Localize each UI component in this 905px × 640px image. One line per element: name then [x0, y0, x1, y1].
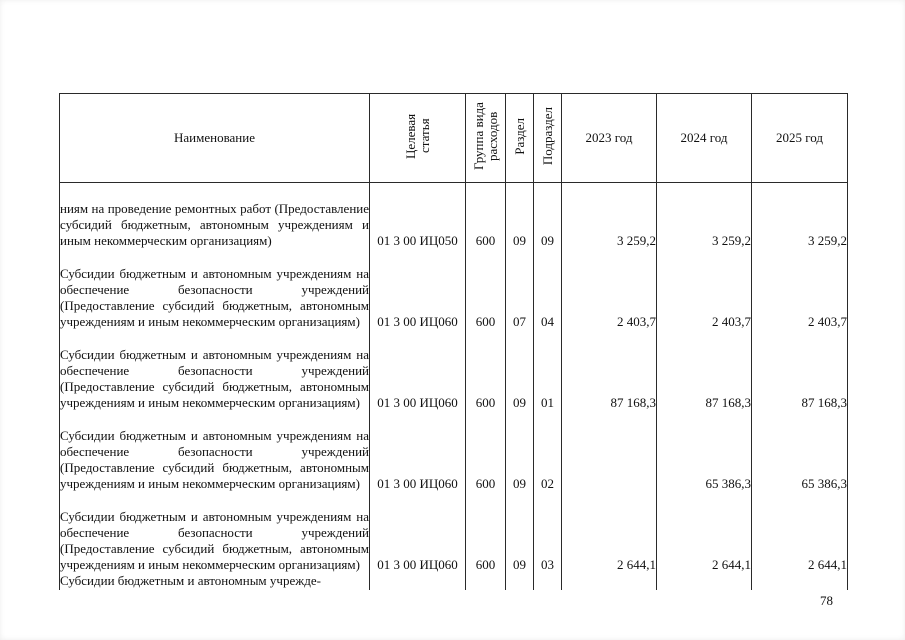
row-2025: 2 644,1 [752, 492, 848, 573]
header-subsection [534, 94, 562, 183]
row-group: 600 [466, 411, 506, 492]
row-2023: 3 259,2 [562, 183, 657, 249]
row-2023: 2 644,1 [562, 492, 657, 573]
row-2024: 87 168,3 [657, 330, 752, 411]
row-subsection: 04 [534, 249, 562, 330]
row-2024: 3 259,2 [657, 183, 752, 249]
row-target: 01 3 00 ИЦ060 [370, 492, 466, 573]
header-row [60, 94, 848, 183]
header-2024: 2024 год [657, 94, 752, 183]
row-name: ниям на проведение ремонтных работ (Предоставление субсидий бюджетным, автономным учреждениям и иным некоммерческим организациям) [60, 183, 370, 249]
row-subsection: 09 [534, 183, 562, 249]
header-name: Наименование [60, 94, 370, 183]
row-section: 09 [506, 330, 534, 411]
table-row-continuation [60, 573, 848, 590]
header-2023: 2023 год [562, 94, 657, 183]
table-row [60, 249, 848, 330]
row-target: 01 3 00 ИЦ060 [370, 249, 466, 330]
row-group: 600 [466, 492, 506, 573]
header-group-label: Группа вида расходов [470, 102, 500, 170]
row-name: Субсидии бюджетным и автономным учреждениям на обеспечение безопасности учреждений (Предоставление субсидий бюджетным, автономным учреждениям и иным некоммерческим организациям) [60, 249, 370, 330]
row-name: Субсидии бюджетным и автономным учреждениям на обеспечение безопасности учреждений (Предоставление субсидий бюджетным, автономным учреждениям и иным некоммерческим организациям) [60, 330, 370, 411]
row-section: 07 [506, 249, 534, 330]
table-row [60, 411, 848, 492]
row-target: 01 3 00 ИЦ060 [370, 330, 466, 411]
row-section: 09 [506, 411, 534, 492]
row-subsection: 02 [534, 411, 562, 492]
row-2025: 65 386,3 [752, 411, 848, 492]
header-target [370, 94, 466, 183]
header-section-label: Раздел [511, 117, 527, 155]
row-2025: 87 168,3 [752, 330, 848, 411]
row-group: 600 [466, 183, 506, 249]
row-2025: 2 403,7 [752, 249, 848, 330]
row-subsection: 03 [534, 492, 562, 573]
row-name: Субсидии бюджетным и автономным учреждениям на обеспечение безопасности учреждений (Предоставление субсидий бюджетным, автономным учреждениям и иным некоммерческим организациям) [60, 492, 370, 573]
row-target: 01 3 00 ИЦ060 [370, 411, 466, 492]
row-2023: 87 168,3 [562, 330, 657, 411]
row-section: 09 [506, 183, 534, 249]
row-2024: 65 386,3 [657, 411, 752, 492]
row-2024: 2 403,7 [657, 249, 752, 330]
table-row [60, 183, 848, 249]
header-subsection-label: Подраздел [539, 106, 555, 166]
header-section [506, 94, 534, 183]
row-section: 09 [506, 492, 534, 573]
row-2023 [562, 411, 657, 492]
budget-table [59, 93, 848, 590]
row-group: 600 [466, 249, 506, 330]
header-group [466, 94, 506, 183]
row-2024: 2 644,1 [657, 492, 752, 573]
row-target: 01 3 00 ИЦ050 [370, 183, 466, 249]
row-subsection: 01 [534, 330, 562, 411]
table-row [60, 492, 848, 573]
row-2023: 2 403,7 [562, 249, 657, 330]
row-group: 600 [466, 330, 506, 411]
table-row [60, 330, 848, 411]
header-2025: 2025 год [752, 94, 848, 183]
header-target-label: Целевая статья [402, 113, 432, 159]
row-2025: 3 259,2 [752, 183, 848, 249]
row-name-continuation: Субсидии бюджетным и автономным учрежде- [60, 573, 370, 590]
row-name: Субсидии бюджетным и автономным учреждениям на обеспечение безопасности учреждений (Предоставление субсидий бюджетным, автономным учреждениям и иным некоммерческим организациям) [60, 411, 370, 492]
page-number: 78 [820, 593, 833, 608]
